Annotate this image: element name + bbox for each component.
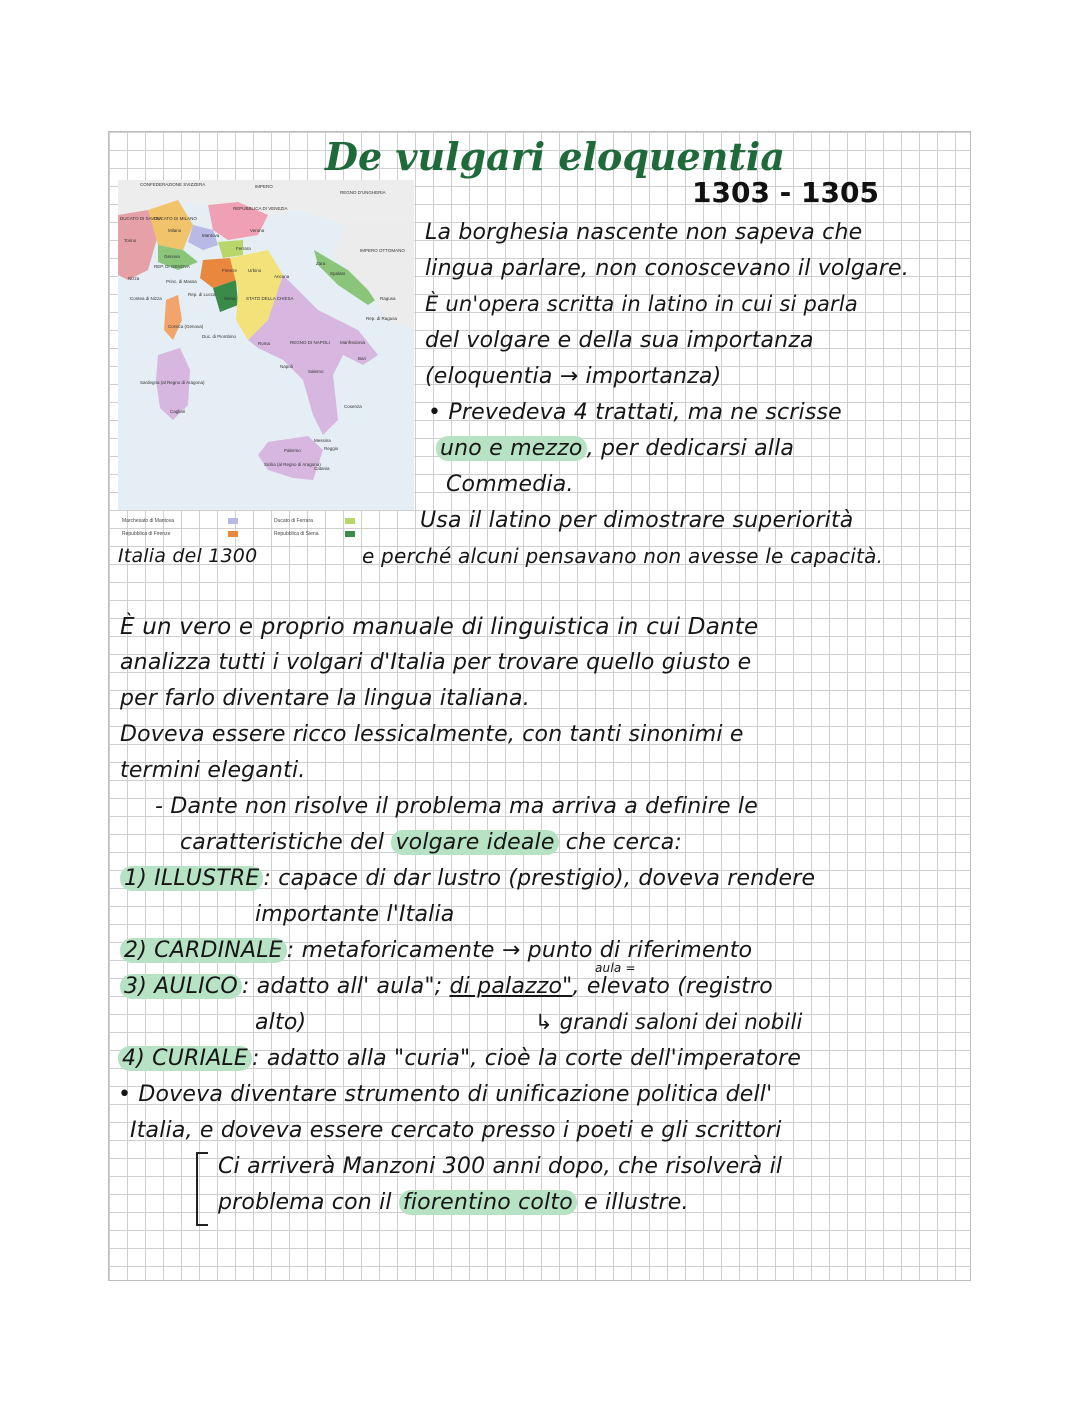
point-label: 3) AULICO [120, 974, 242, 999]
highlight-volgare-ideale: volgare ideale [391, 830, 558, 855]
note-line-highlight [218, 1190, 689, 1215]
point-text: : adatto alla "curia", cioè la corte dell'imperatore [252, 1046, 802, 1071]
legend-swatch [345, 531, 355, 537]
legend-swatch [345, 518, 355, 524]
map-label-cosenza: Cosenza [344, 404, 362, 409]
map-label-savoia: DUCATO DI SAVOIA [120, 216, 163, 221]
map-label-confederazione: CONFEDERAZIONE SVIZZERA [140, 182, 206, 187]
map-label-napoli: Napoli [280, 364, 293, 369]
map-label-ferrara: Ferrara [236, 246, 251, 251]
body-line: Doveva essere ricco lessicalmente, con tanti sinonimi e [120, 722, 744, 747]
map-label-verona: Verona [250, 228, 265, 233]
map-label-cagliari: Cagliari [170, 409, 186, 414]
intro-line: del volgare e della sua importanza [425, 328, 814, 353]
point-label: 4) CURIALE [118, 1046, 252, 1071]
map-label-roma: Roma [258, 341, 271, 346]
map-label-sicilia: Sicilia (al Regno di Aragona) [264, 462, 321, 467]
highlight-uno-e-mezzo: uno e mezzo [436, 436, 587, 461]
map-label-nizza: Nizza [128, 276, 140, 281]
map-label-spalato: Spalato [330, 271, 346, 276]
point-text-saloni: ↳ grandi saloni dei nobili [535, 1010, 803, 1034]
note-bracket [196, 1152, 208, 1226]
map-label-reggio: Reggio [324, 446, 339, 451]
map-label-regno-napoli: REGNO DI NAPOLI [290, 340, 331, 345]
map-label-stato-chiesa: STATO DELLA CHIESA [246, 296, 294, 301]
map-label-impero: IMPERO [255, 184, 273, 189]
closing-line: Italia, e doveva essere cercato presso i poeti e gli scrittori [130, 1118, 782, 1143]
map-label-corsica: Corsica (Genova) [168, 324, 204, 329]
map-label-palermo: Palermo [284, 448, 301, 453]
legend-swatch [228, 531, 238, 537]
map-label-zara: Zara [316, 261, 326, 266]
map-label-rep-ragusa: Rep. di Ragusa [366, 316, 398, 321]
intro-line: lingua parlare, non conoscevano il volgare. [425, 256, 909, 281]
point-text-palazzo: di palazzo" [449, 974, 573, 999]
map-label-manfredonia: Manfredonia [340, 340, 366, 345]
point-illustre [120, 866, 815, 891]
note-line: Ci arriverà Manzoni 300 anni dopo, che risolverà il [218, 1154, 783, 1179]
map-legend [120, 516, 420, 542]
map-label-sardegna: Sardegna (al Regno di Aragona) [140, 380, 205, 385]
map-label-ragusa: Ragusa [380, 296, 396, 301]
intro-line: La borghesia nascente non sapeva che [425, 220, 863, 245]
map-label-milano: Milano [168, 228, 182, 233]
map-label-ancona: Ancona [274, 274, 290, 279]
page-title: De vulgari eloquentia [325, 134, 785, 179]
map-label-siena: Siena [224, 296, 236, 301]
body-line: per farlo diventare la lingua italiana. [120, 686, 530, 711]
intro-line: e perché alcuni pensavano non avesse le capacità. [362, 544, 884, 568]
intro-line: (eloquentia → importanza) [425, 364, 722, 389]
intro-line: Usa il latino per dimostrare superiorità [420, 508, 854, 533]
body-line-start: caratteristiche del [180, 830, 385, 855]
intro-line: Commedia. [446, 472, 574, 497]
point-text: : metaforicamente → punto di riferimento [286, 938, 753, 963]
map-label-contea-nizza: Contea di Nizza [130, 296, 162, 301]
map-label-ungheria: REGNO D'UNGHERIA [340, 190, 386, 195]
map-label-messina: Messina [314, 438, 331, 443]
intro-line: • Prevedeva 4 trattati, ma ne scrisse [428, 400, 842, 425]
map-label-lucca: Rep. di Lucca [188, 292, 216, 297]
intro-line-highlight [436, 436, 794, 461]
point-aulico [120, 974, 773, 999]
closing-line: • Doveva diventare strumento di unificazione politica dell' [118, 1082, 773, 1107]
date-range: 1303 - 1305 [692, 176, 879, 209]
map-label-ottomano: IMPERO OTTOMANO [360, 248, 405, 253]
legend-swatch [228, 518, 238, 524]
map-label-venezia: REPUBBLICA DI VENEZIA [233, 206, 288, 211]
point-text-cont: importante l'Italia [255, 902, 455, 927]
aula-note: aula = [595, 961, 636, 975]
point-cardinale [120, 938, 752, 963]
note-text: e illustre. [584, 1190, 689, 1215]
point-text: : capace di dar lustro (prestigio), doveva rendere [263, 866, 816, 891]
point-label: 1) ILLUSTRE [120, 866, 263, 891]
point-curiale [118, 1046, 801, 1071]
note-text: problema con il [218, 1190, 392, 1215]
map-label-genova: Genova [164, 254, 180, 259]
body-line: È un vero e proprio manuale di linguistica in cui Dante [120, 614, 759, 640]
body-line-highlight [180, 830, 682, 855]
map-label-salerno: Salerno [308, 369, 324, 374]
map-italy-1300 [118, 180, 414, 510]
intro-line: È un'opera scritta in latino in cui si parla [425, 292, 858, 316]
map-label-urbino: Urbino [248, 268, 262, 273]
point-text: , elevato (registro [572, 974, 773, 999]
body-line: - Dante non risolve il problema ma arriva a definire le [155, 794, 758, 819]
map-label-firenze: Firenze [222, 268, 238, 273]
body-line: analizza tutti i volgari d'Italia per trovare quello giusto e [120, 650, 752, 675]
body-line: termini eleganti. [120, 758, 306, 783]
map-label-torino: Torino [124, 238, 137, 243]
point-text-cont: alto) [255, 1010, 307, 1035]
map-label-ducato-milano: DUCATO DI MILANO [154, 216, 197, 221]
map-label-bari: Bari [358, 356, 367, 361]
map-label-catania: Catania [314, 466, 330, 471]
legend-label: Repubblica di Firenze [122, 531, 171, 537]
point-label: 2) CARDINALE [120, 938, 287, 963]
map-label-mantova: Mantova [202, 233, 220, 238]
body-line-end: che cerca: [565, 830, 683, 855]
intro-line-rest: , per dedicarsi alla [586, 436, 795, 461]
legend-label: Ducato di Ferrara [274, 518, 313, 524]
map-label-massa: Princ. di Massa [166, 279, 197, 284]
map-caption: Italia del 1300 [118, 545, 258, 567]
highlight-fiorentino-colto: fiorentino colto [399, 1190, 577, 1215]
map-label-rep-genova: REP. DI GENOVA [154, 264, 190, 269]
point-text: : adatto all' aula"; [241, 974, 443, 999]
legend-label: Marchesato di Mantova [122, 518, 174, 524]
map-label-piombino: Duc. di Piombino [202, 334, 237, 339]
legend-label: Repubblica di Siena [274, 531, 319, 537]
